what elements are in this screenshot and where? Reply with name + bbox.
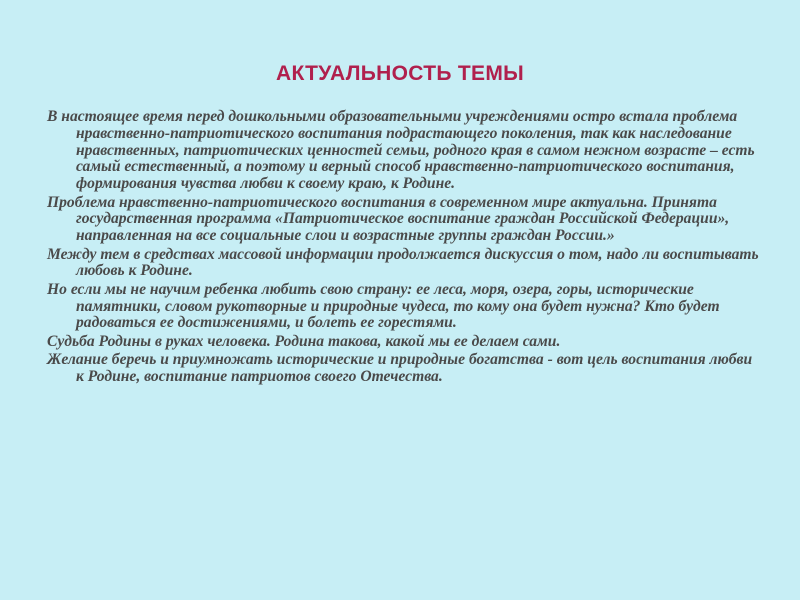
paragraph-current-relevance: В настоящее время перед дошкольными образовательными учреждениями остро встала проблема нравственно-патриотического воспитания подрастающего поколения, так как наследование нравственных, патриотических ценностей семьи, родного края в самом нежном возрасте – есть самый естественный, а поэтому и верный способ нравственно-патриотического воспитания, формирования чувства любви к своему краю, к Родине. xyxy=(47,108,755,193)
paragraph-state-program: Проблема нравственно-патриотического воспитания в современном мире актуальна. Принята государственная программа «Патриотическое воспитание граждан Российской Федерации», направленная на все социальные слои и возрастные группы граждан России.» xyxy=(47,193,730,245)
paragraph-education-goal: Желание беречь и приумножать исторические и природные богатства - вот цель воспитания любви к Родине, воспитание патриотов своего Отечества. xyxy=(47,351,753,385)
paragraph-love-country: Но если мы не научим ребенка любить свою страну: ее леса, моря, озера, горы, исторические памятники, словом рукотворные и природные чудеса, то кому она будет нужна? Кто будет радоваться ее достижениями, и болеть ее горестями. xyxy=(47,280,720,332)
slide-title: АКТУАЛЬНОСТЬ ТЕМЫ xyxy=(276,62,524,85)
slide-body xyxy=(47,109,762,387)
paragraph-fate-of-homeland: Судьба Родины в руках человека. Родина такова, какой мы ее делаем сами. xyxy=(47,332,561,350)
paragraph-media-discussion: Между тем в средствах массовой информации продолжается дискуссия о том, надо ли воспитывать любовь к Родине. xyxy=(47,245,759,280)
